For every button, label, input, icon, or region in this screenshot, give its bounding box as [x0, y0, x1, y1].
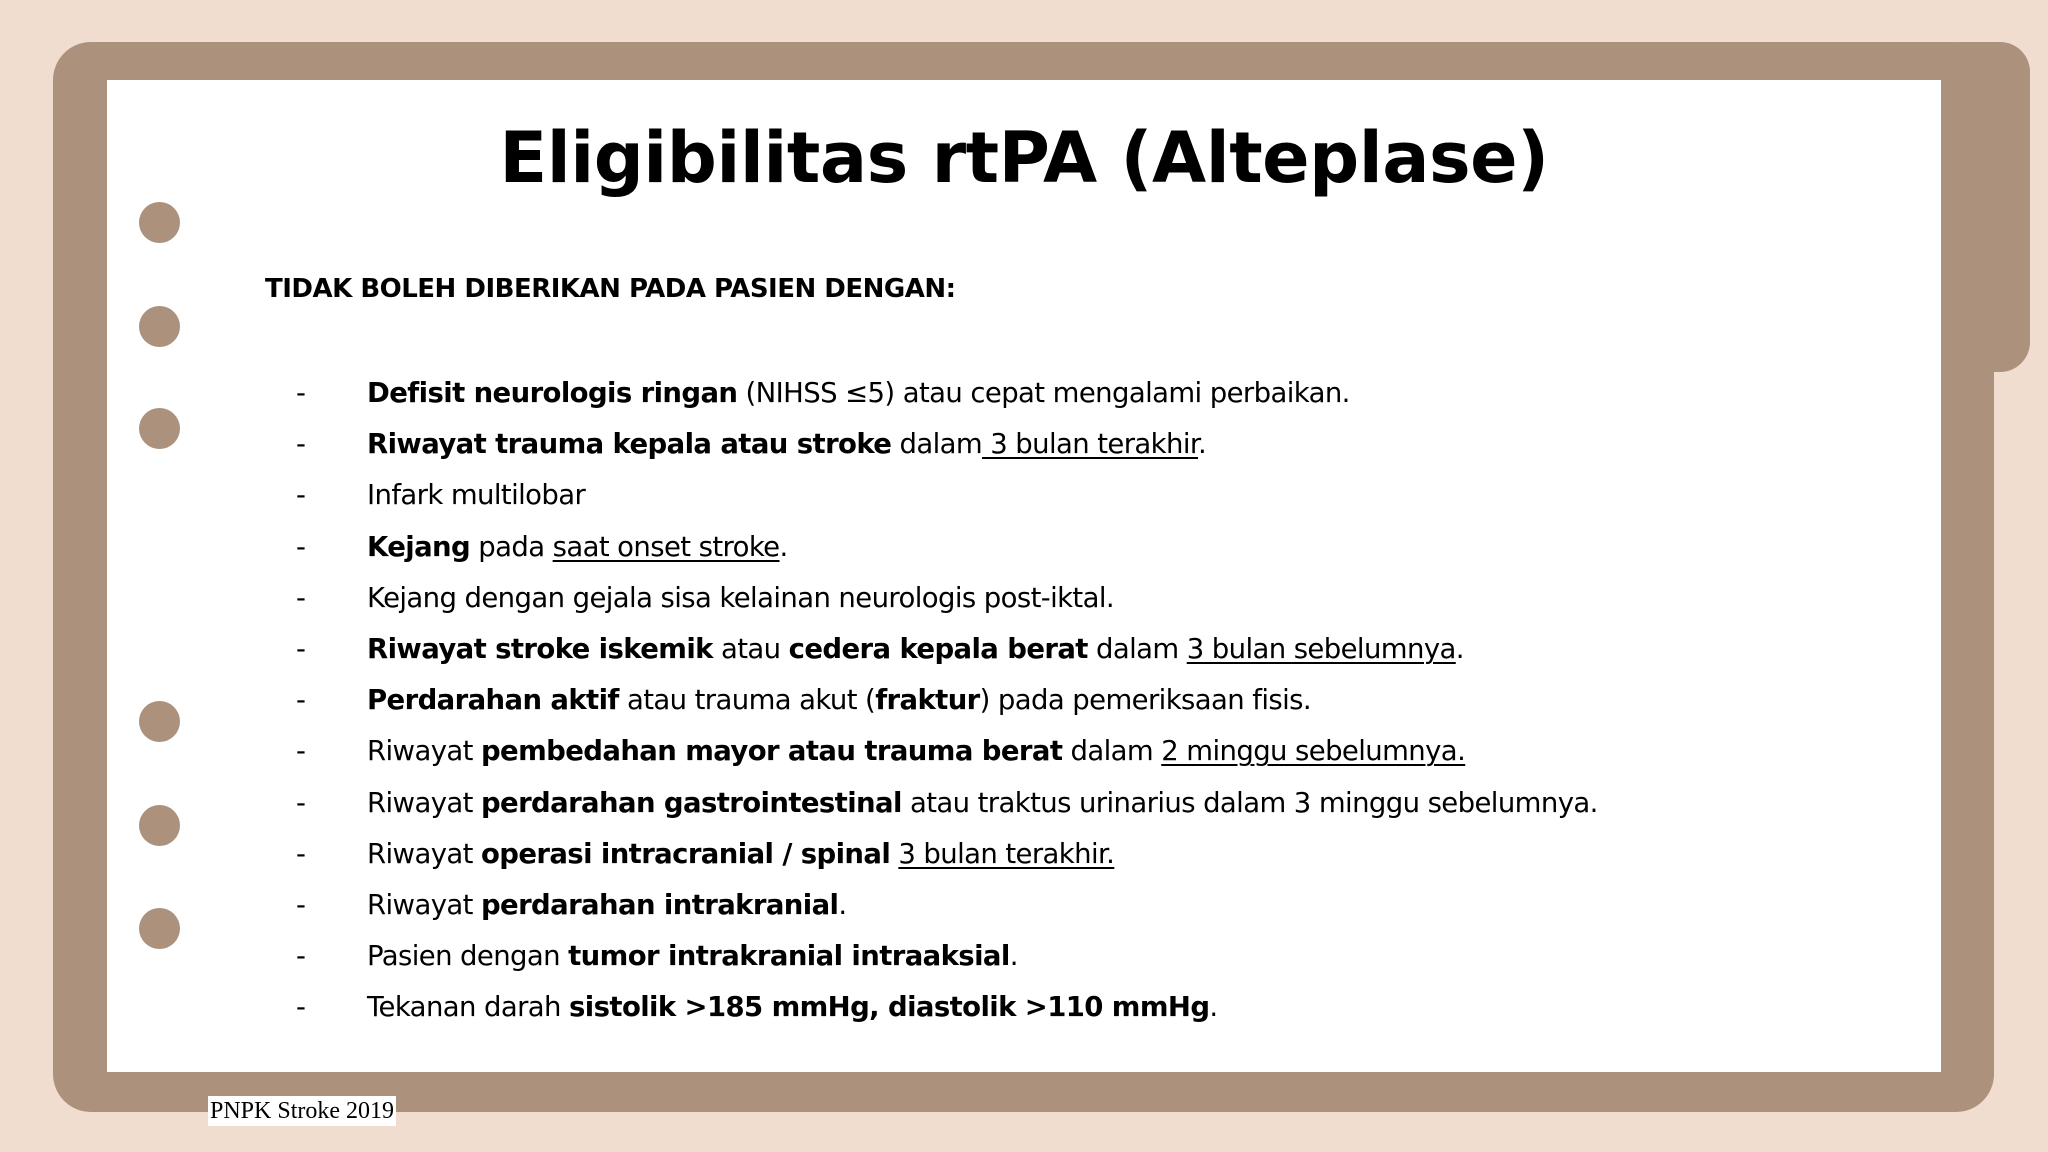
bullet-dash: - [296, 940, 306, 973]
list-item [296, 781, 1598, 832]
list-item [296, 729, 1598, 780]
list-item [296, 473, 1598, 524]
binder-hole [139, 701, 180, 742]
list-item [296, 422, 1598, 473]
bullet-dash: - [296, 581, 306, 614]
list-item [296, 883, 1598, 934]
slide-title: Eligibilitas rtPA (Alteplase) [499, 117, 1549, 199]
binder-hole [139, 908, 180, 949]
item-text: Riwayat stroke iskemik atau cedera kepala berat dalam 3 bulan sebelumnya. [367, 632, 1464, 665]
binder-hole [139, 805, 180, 846]
source-citation: PNPK Stroke 2019 [210, 1098, 395, 1124]
binder-tab [1960, 42, 2030, 372]
item-text: Tekanan darah sistolik >185 mmHg, diastolik >110 mmHg. [367, 991, 1218, 1024]
item-text: Riwayat perdarahan intrakranial. [367, 888, 847, 921]
item-text: Riwayat operasi intracranial / spinal 3 bulan terakhir. [367, 837, 1115, 870]
item-text: Kejang pada saat onset stroke. [367, 530, 788, 563]
binder-hole [139, 408, 180, 449]
binder-hole [139, 306, 180, 347]
bullet-dash: - [296, 684, 306, 717]
bullet-dash: - [296, 991, 306, 1024]
bullet-dash: - [296, 786, 306, 819]
item-text: Infark multilobar [367, 479, 586, 512]
bullet-dash: - [296, 428, 306, 461]
item-text: Pasien dengan tumor intrakranial intraaksial. [367, 940, 1018, 973]
criteria-list [296, 371, 1598, 1036]
list-item [296, 525, 1598, 576]
bullet-dash: - [296, 735, 306, 768]
list-item [296, 934, 1598, 985]
item-text: Defisit neurologis ringan (NIHSS ≤5) atau cepat mengalami perbaikan. [367, 377, 1350, 409]
bullet-dash: - [296, 837, 306, 870]
item-text: Riwayat pembedahan mayor atau trauma berat dalam 2 minggu sebelumnya. [367, 735, 1466, 768]
bullet-dash: - [296, 377, 306, 409]
list-item [296, 627, 1598, 678]
bullet-dash: - [296, 632, 306, 665]
binder-hole [139, 202, 180, 243]
list-item [296, 678, 1598, 729]
list-item [296, 985, 1598, 1036]
item-text: Kejang dengan gejala sisa kelainan neurologis post-iktal. [367, 581, 1115, 614]
list-item [296, 832, 1598, 883]
item-text: Riwayat perdarahan gastrointestinal atau traktus urinarius dalam 3 minggu sebelumnya. [367, 786, 1598, 819]
item-text: Riwayat trauma kepala atau stroke dalam 3 bulan terakhir. [367, 428, 1207, 461]
list-item [296, 371, 1598, 422]
bullet-dash: - [296, 530, 306, 563]
slide-subtitle: TIDAK BOLEH DIBERIKAN PADA PASIEN DENGAN: [265, 274, 956, 304]
list-item [296, 576, 1598, 627]
item-text: Perdarahan aktif atau trauma akut (fraktur) pada pemeriksaan fisis. [367, 684, 1311, 717]
bullet-dash: - [296, 479, 306, 512]
bullet-dash: - [296, 888, 306, 921]
